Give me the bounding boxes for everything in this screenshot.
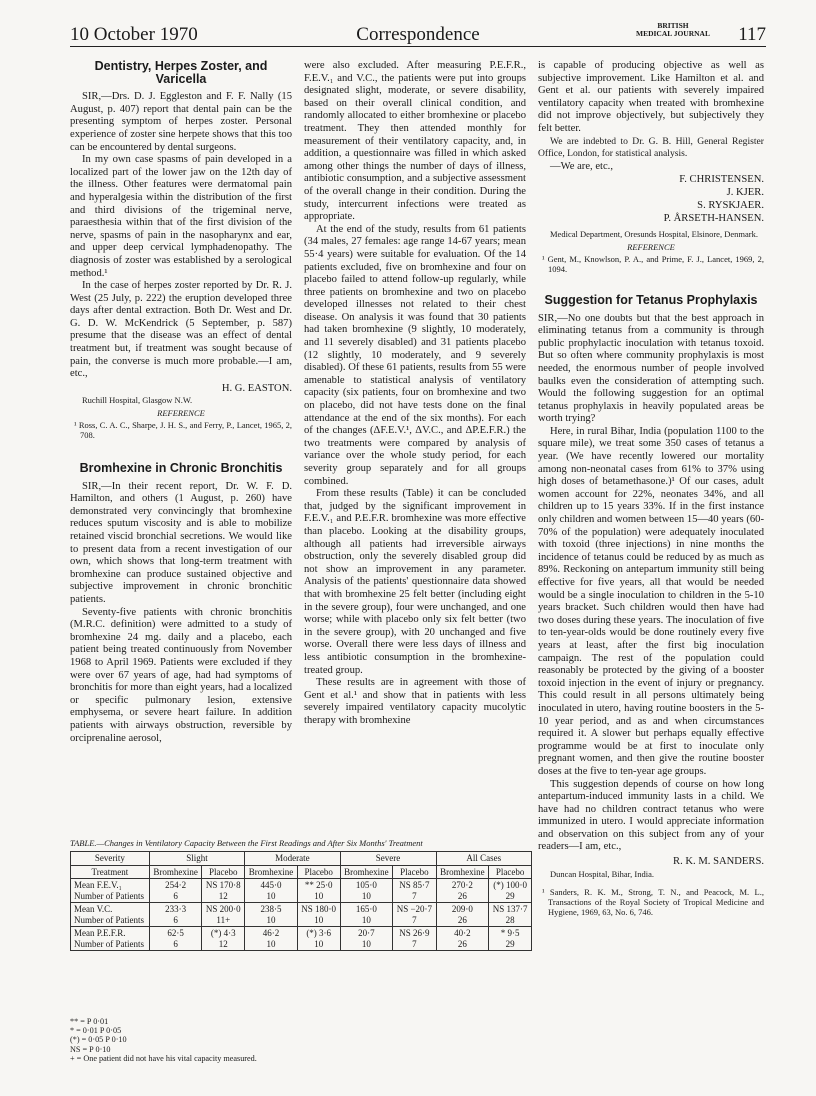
letter1-paragraph: SIR,—Drs. D. J. Eggleston and F. F. Nally (15 August, p. 407) report that dental pain can be the presenting symptom of herpes zoster. Personal experience of zoster sine herpete shows that this too can be encountered by dental surgeons. bbox=[70, 91, 292, 153]
table-note: * = 0·01 P 0·05 bbox=[70, 1026, 122, 1036]
letter2-paragraph: From these results (Table) it can be concluded that, judged by the significant improvement in F.E.V.₁ and P.E.F.R. bromhexine was more effective than placebo. Looking at the disability groups, although all patients had irreversible airways obstruction, only the severely disabled group did not show an improvement in any parameter. Analysis of the patients' questionnaire data showed that with bromhexine 25 felt better (including eight in the severe group), four were unchanged, and one worse; while with placebo only six felt better (two in the severe group), with 20 unchanged and five worse. Overall there were less days of illness and less antibiotic consumption in the bromhexine-treated group. bbox=[304, 488, 526, 676]
treatment-header: Bromhexine bbox=[245, 865, 298, 879]
treatment-header: Placebo bbox=[489, 865, 532, 879]
treatment-label: Treatment bbox=[71, 865, 150, 879]
letter3-signature: R. K. M. SANDERS. bbox=[673, 856, 764, 868]
table-cell bbox=[393, 879, 436, 903]
table-cell bbox=[489, 879, 532, 903]
table-cell bbox=[245, 879, 298, 903]
cell-count: 26 bbox=[457, 938, 467, 949]
table-cell bbox=[149, 879, 202, 903]
letter2-closing: —We are, etc., bbox=[550, 160, 613, 172]
cell-count: 28 bbox=[505, 914, 515, 925]
signatory: S. RYSKJAER. bbox=[697, 200, 764, 212]
table-cell bbox=[340, 903, 393, 927]
table-group-header-row bbox=[71, 852, 532, 866]
cell-count: 10 bbox=[361, 890, 371, 901]
cell-mean: 254·2 bbox=[165, 880, 187, 890]
table-note: + = One patient did not have his vital capacity measured. bbox=[70, 1053, 257, 1063]
table-cell bbox=[393, 903, 436, 927]
treatment-header: Placebo bbox=[393, 865, 436, 879]
cell-count: 10 bbox=[266, 914, 276, 925]
cell-mean: NS 85·7 bbox=[399, 880, 430, 890]
table-cell bbox=[202, 879, 245, 903]
page-header bbox=[70, 22, 766, 47]
cell-count: 6 bbox=[173, 938, 178, 949]
journal-logo-line2: MEDICAL JOURNAL bbox=[636, 29, 710, 38]
severity-label: Severity bbox=[71, 852, 150, 866]
table-cell bbox=[245, 927, 298, 951]
cell-count: 6 bbox=[173, 914, 178, 925]
row-label-mean: Mean F.E.V.₁ bbox=[74, 880, 122, 890]
column-1 bbox=[70, 60, 292, 745]
cell-mean: NS 26·9 bbox=[399, 928, 430, 938]
cell-mean: 62·5 bbox=[167, 928, 184, 938]
cell-mean: NS 137·7 bbox=[492, 904, 528, 914]
cell-mean: NS 180·0 bbox=[301, 904, 337, 914]
table-note: (*) = 0·05 P 0·10 bbox=[70, 1035, 127, 1045]
signatory: J. KJER. bbox=[726, 187, 764, 199]
row-label-count: Number of Patients bbox=[74, 914, 144, 925]
cell-count: 10 bbox=[314, 914, 324, 925]
group-header: Slight bbox=[149, 852, 244, 866]
letter2-paragraph: SIR,—In their recent report, Dr. W. F. D. Hamilton, and others (1 August, p. 260) have demonstrated very convincingly that bromhexine reduces sputum viscosity and is able to mobilize retained viscid bronchial secretions. We would like to present data from a recent investigation of our own, which shows that long-term treatment with bromhexine can produce sustained objective and subjective improvement in chronic bronchitic patients. bbox=[70, 480, 292, 605]
cell-mean: NS 200·0 bbox=[205, 904, 241, 914]
treatment-header: Placebo bbox=[202, 865, 245, 879]
letter2-signatories bbox=[538, 173, 764, 225]
letter2-address: Medical Department, Oresunds Hospital, Elsinore, Denmark. bbox=[550, 229, 758, 240]
cell-mean: (*) 4·3 bbox=[210, 928, 236, 938]
cell-mean: (*) 3·6 bbox=[306, 928, 332, 938]
cell-mean: 270·2 bbox=[451, 880, 473, 890]
cell-mean: 238·5 bbox=[260, 904, 282, 914]
cell-mean: * 9·5 bbox=[500, 928, 520, 938]
row-label bbox=[71, 879, 150, 903]
table-row bbox=[71, 903, 532, 927]
letter1-address: Ruchill Hospital, Glasgow N.W. bbox=[82, 395, 193, 406]
cell-count: 10 bbox=[314, 890, 324, 901]
cell-count: 10 bbox=[266, 890, 276, 901]
table-cell bbox=[202, 903, 245, 927]
journal-logo bbox=[636, 22, 710, 38]
table-cell bbox=[340, 927, 393, 951]
letter3-title: Suggestion for Tetanus Prophylaxis bbox=[544, 292, 758, 307]
letter1-signature: H. G. EASTON. bbox=[221, 382, 292, 394]
table-note: ** = P 0·01 bbox=[70, 1017, 109, 1026]
row-label bbox=[71, 903, 150, 927]
section-title: Correspondence bbox=[356, 24, 480, 45]
cell-mean: 40·2 bbox=[454, 928, 471, 938]
cell-count: 10 bbox=[314, 938, 324, 949]
letter2-title: Bromhexine in Chronic Bronchitis bbox=[79, 461, 283, 476]
cell-mean: 165·0 bbox=[355, 904, 377, 914]
table-cell bbox=[297, 903, 340, 927]
column-2 bbox=[304, 60, 526, 727]
letter3-address: Duncan Hospital, Bihar, India. bbox=[550, 868, 654, 879]
table-cell bbox=[297, 879, 340, 903]
cell-count: 29 bbox=[505, 890, 515, 901]
table-cell bbox=[436, 903, 489, 927]
letter2-paragraph: At the end of the study, results from 61 patients (34 males, 27 females: age range 14-67 years; mean 55·4 years) were suitable for evaluation. Of the 14 patients excluded, five on bromhexine and four on placebo failed to attend follow-up regularly, while three patients on bromhexine and two on placebo developed illnesses not related to their chest disease. On analysis it was found that 30 patients had taken bromhexine (9 slightly, 10 moderately, and 11 severely disabled) and 31 patients placebo (12 slightly, 10 moderately, and 9 severely disabled). Of these 61 patients, results from 55 were amenable to statistical analysis of ventilatory capacity (six patients, four on bromhexine and two on placebo, did not have tests done on the final attendance at the end of the six months). For each of the changes (ΔF.E.V.¹, ΔV.C., and ΔP.E.F.R.) the two treatments were compared by analysis of variance over the whole study period, for each severity group separately and for all groups combined. bbox=[304, 223, 526, 487]
table-row bbox=[71, 927, 532, 951]
cell-count: 11+ bbox=[216, 914, 231, 925]
table-row bbox=[71, 879, 532, 903]
treatment-header: Bromhexine bbox=[436, 865, 489, 879]
cell-mean: 105·0 bbox=[355, 880, 377, 890]
cell-count: 10 bbox=[361, 938, 371, 949]
letter1-paragraph: In the case of herpes zoster reported by Dr. R. J. West (25 July, p. 222) the eruption developed three days after dental extraction. Both Dr. West and Dr. G. D. W. McKendrick (5 September, p. 587) presume that the disease was an effect of dental treatment but, if treatment was sought because of pain, the converse is much more probable.—I am, etc., bbox=[70, 280, 292, 380]
treatment-header: Bromhexine bbox=[340, 865, 393, 879]
letter1-reference-heading: REFERENCE bbox=[157, 408, 205, 419]
cell-count: 7 bbox=[412, 890, 417, 901]
table-caption: TABLE.—Changes in Ventilatory Capacity Between the First Readings and After Six Months' Treatment bbox=[70, 838, 423, 848]
group-header: All Cases bbox=[436, 852, 531, 866]
letter1-reference: ¹ Ross, C. A. C., Sharpe, J. H. S., and Ferry, P., Lancet, 1965, 2, 708. bbox=[74, 420, 292, 441]
ventilatory-capacity-table bbox=[70, 851, 532, 951]
table-cell bbox=[340, 879, 393, 903]
cell-count: 7 bbox=[412, 938, 417, 949]
cell-count: 10 bbox=[266, 938, 276, 949]
cell-mean: NS 170·8 bbox=[205, 880, 241, 890]
letter2-reference: ¹ Gent, M., Knowlson, P. A., and Prime, F. J., Lancet, 1969, 2, 1094. bbox=[542, 253, 764, 274]
row-label bbox=[71, 927, 150, 951]
cell-mean: NS −20·7 bbox=[396, 904, 433, 914]
treatment-header: Placebo bbox=[297, 865, 340, 879]
table-treatment-header-row bbox=[71, 865, 532, 879]
table-cell bbox=[489, 927, 532, 951]
cell-mean: 209·0 bbox=[451, 904, 473, 914]
signatory: P. ÅRSETH-HANSEN. bbox=[663, 213, 764, 225]
row-label-mean: Mean V.C. bbox=[74, 904, 113, 914]
cell-count: 26 bbox=[457, 914, 467, 925]
table-cell bbox=[149, 927, 202, 951]
table-cell bbox=[297, 927, 340, 951]
cell-mean: ** 25·0 bbox=[304, 880, 333, 890]
letter1-paragraph: In my own case spasms of pain developed in a localized part of the lower jaw on the 12th day of the illness. Other features were dermatomal pain and hyperalgesia within the distribution of the first and third divisions of the trigeminal nerve, paraesthesia within that of the first division of the nerve, spasms of pain in the nasopharynx and ear, and upper deep cervical lymphadenopathy. The diagnosis of zoster was established by a serological method.¹ bbox=[70, 154, 292, 279]
table-note: NS = P 0·10 bbox=[70, 1044, 111, 1054]
signatory: F. CHRISTENSEN. bbox=[679, 174, 764, 186]
table-cell bbox=[393, 927, 436, 951]
page-number: 117 bbox=[738, 24, 766, 45]
cell-count: 6 bbox=[173, 890, 178, 901]
table-notes bbox=[70, 1017, 257, 1063]
issue-date: 10 October 1970 bbox=[70, 24, 198, 45]
letter2-paragraph: were also excluded. After measuring P.E.F.R., F.E.V.₁ and V.C., the patients were put into groups designated slight, moderate, or severe disability, based on their overall clinical condition, and randomly allocated to either bromhexine or placebo treatment. They then attended monthly for measurement of their ventilatory capacity, and, in addition, a questionnaire was filled in which asked among other things the number of days of illness, antibiotic consumption, and a subjective assessment of the overall change in their condition. During the study, intercurrent infections were treated as appropriate. bbox=[304, 60, 526, 223]
row-label-count: Number of Patients bbox=[74, 890, 144, 901]
cell-count: 26 bbox=[457, 890, 467, 901]
cell-mean: 445·0 bbox=[260, 880, 282, 890]
table-cell bbox=[436, 879, 489, 903]
table-cell bbox=[202, 927, 245, 951]
letter3-paragraph: SIR,—No one doubts but that the best approach in eliminating tetanus from a community is through public prophylactic inoculation with tetanus toxoid. But so often where community prophylaxis is most needed, the enormous number of people involved baulks even the consideration of attempting such. Would the following suggestion for an optimal tetanus prophylaxis in heavily populated areas be worth trying? bbox=[538, 312, 764, 425]
column-3 bbox=[538, 60, 764, 917]
cell-mean: 20·7 bbox=[358, 928, 375, 938]
letter2-reference-heading: REFERENCE bbox=[627, 242, 675, 253]
row-label-mean: Mean P.E.F.R. bbox=[74, 928, 126, 938]
group-header: Severe bbox=[340, 852, 436, 866]
treatment-header: Bromhexine bbox=[149, 865, 202, 879]
table-cell bbox=[149, 903, 202, 927]
letter2-paragraph: is capable of producing objective as well as subjective improvement. Like Hamilton et al. and Gent et al. our patients with severely impaired ventilatory capacity when treated with bromhexine did not improve objectively, but subjectively they felt better. bbox=[538, 60, 764, 134]
cell-mean: 233·3 bbox=[165, 904, 187, 914]
cell-count: 12 bbox=[218, 890, 228, 901]
group-header: Moderate bbox=[245, 852, 340, 866]
cell-count: 7 bbox=[412, 914, 417, 925]
letter3-paragraph: Here, in rural Bihar, India (population 1100 to the square mile), we treat some 350 cases of tetanus a year. (We have recently lowered our mortality among non-neonatal cases from 61% to 37% using high doses of betamethasone.)¹ Of our cases, adult women account for 22%, neonates 34%, and all children up to 15 years 33%. If in the first instance only children and women between 15—40 years (60-70% of the population) were adequately inoculated with toxoid (three injections) in nine months the incidence of tetanus could be reduced by as much as 89%. Reckoning on antepartum immunity still being effective for five years, all that would be needed would be a single inoculation to children in the 5-10 years bracket. Such children would then have had two doses during these years. The inoculation of five to ten-year-olds would be done routinely every five years at least, after the first big inoculation campaign. The rest of the population could reasonably be protected by the giving of a booster toxoid injection in the event of injury or pregnancy. This could result in all persons ultimately being inoculated in utero, having routine boosters in the 5-10 year period, and as and when circumstances required it. A slower but perhaps equally effective programme would be at first to inoculate only pregnant women, and then give the routine booster doses at the five to ten-year age groups. bbox=[538, 425, 764, 777]
table-cell bbox=[489, 903, 532, 927]
cell-count: 29 bbox=[505, 938, 515, 949]
letter2-acknowledgement: We are indebted to Dr. G. B. Hill, General Register Office, London, for statistical analysis. bbox=[538, 135, 764, 160]
letter2-paragraph: These results are in agreement with those of Gent et al.¹ and show that in patients with less severely impaired ventilatory capacity mucolytic therapy with bromhexine bbox=[304, 677, 526, 726]
cell-count: 12 bbox=[218, 938, 228, 949]
letter3-reference: ¹ Sanders, R. K. M., Strong, T. N., and Peacock, M. L., Transactions of the Royal Society of Tropical Medicine and Hygiene, 1969, 63, No. 6, 746. bbox=[542, 886, 764, 917]
row-label-count: Number of Patients bbox=[74, 938, 144, 949]
letter3-paragraph: This suggestion depends of course on how long antepartum-induced immunity lasts in a child. We have had no children contract tetanus who were immunized in utero. I would appreciate information and observation on this subject from any of your readers—I am, etc., bbox=[538, 778, 764, 853]
table-cell bbox=[245, 903, 298, 927]
table-cell bbox=[436, 927, 489, 951]
cell-mean: 46·2 bbox=[262, 928, 280, 938]
journal-logo-line1: BRITISH bbox=[657, 21, 689, 30]
cell-mean: (*) 100·0 bbox=[493, 880, 527, 890]
cell-count: 10 bbox=[361, 914, 371, 925]
letter1-title: Dentistry, Herpes Zoster, and Varicella bbox=[94, 59, 268, 86]
letter2-paragraph: Seventy-five patients with chronic bronchitis (M.R.C. definition) were admitted to a study of bromhexine 24 mg. daily and a placebo, each patient being treated continuously from November 1968 to April 1969. Patients were excluded if they were over 67 years of age, had had symptoms of bronchitis for more than eight years, had a localized or specific pulmonary lesion, extensive emphysema, or severe heart failure. In addition patients with airways obstruction, reversible by orciprenaline aerosol, bbox=[70, 606, 292, 744]
